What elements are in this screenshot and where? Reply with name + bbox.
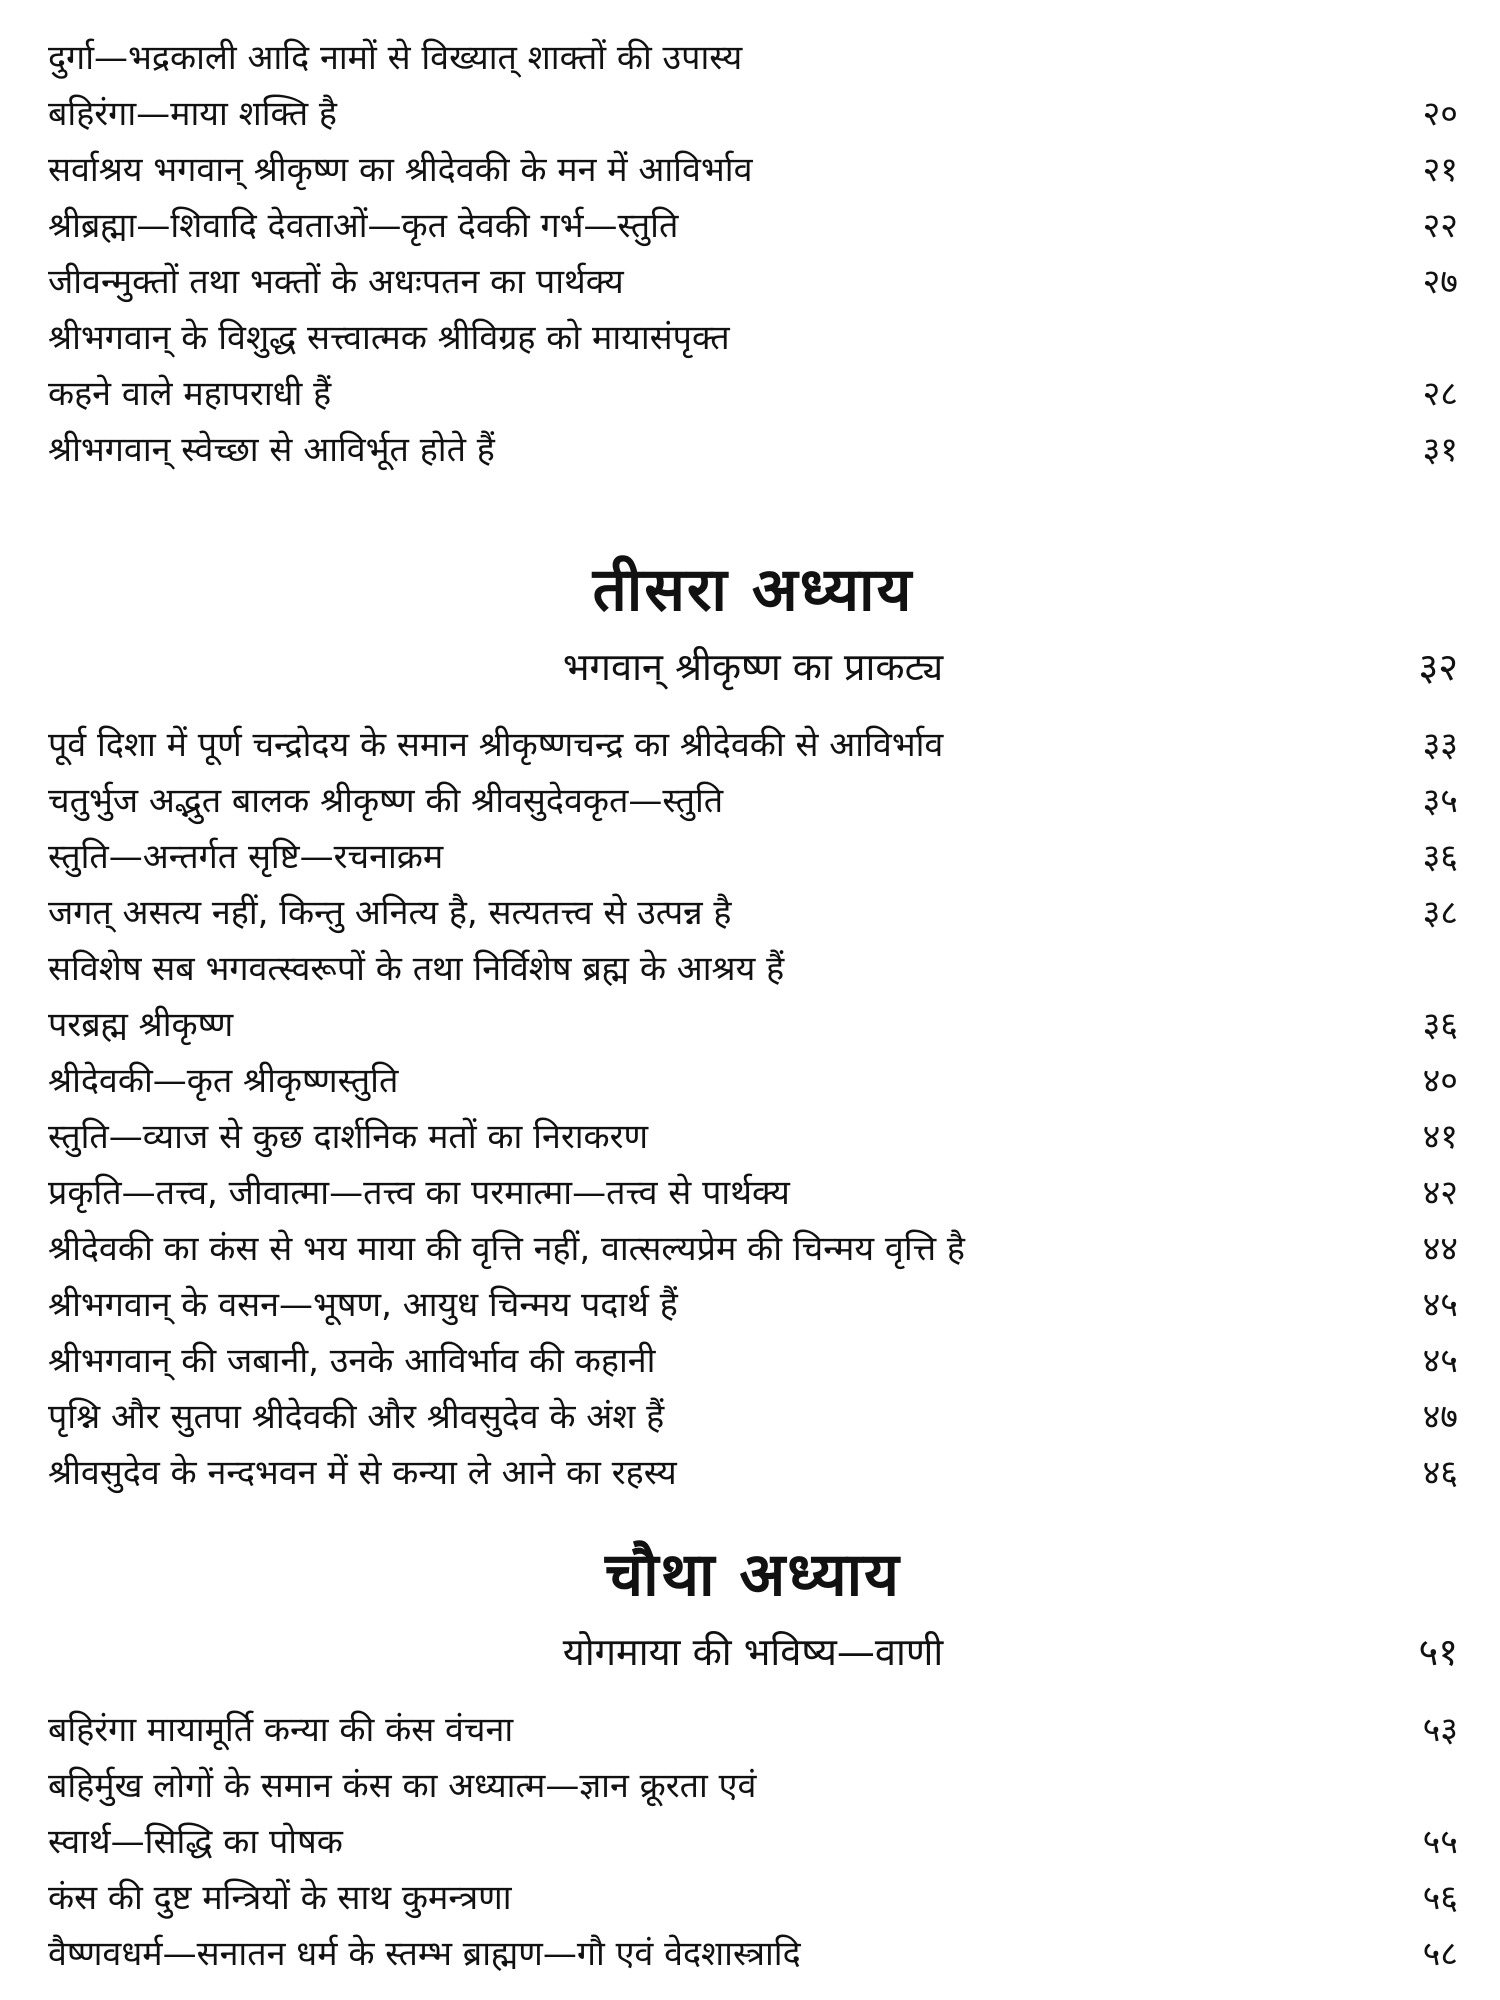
- entry-title: कंस की दुष्ट मन्त्रियों के साथ कुमन्त्रणा: [48, 1878, 512, 1918]
- entry-page: २२: [1422, 206, 1458, 246]
- entry-page: ३५: [1422, 781, 1458, 821]
- spacer: [48, 699, 1458, 717]
- entry-page: ३६: [1422, 1005, 1458, 1045]
- chapter-heading: तीसरा अध्याय: [592, 555, 914, 625]
- toc-entry: [48, 422, 1458, 478]
- toc-entry: [48, 829, 1458, 885]
- entry-title: बहिरंगा—माया शक्ति है: [48, 94, 337, 134]
- entry-title: कहने वाले महापराधी हैं: [48, 374, 332, 414]
- entry-page: ५८: [1422, 1934, 1458, 1974]
- toc-entry: [48, 997, 1458, 1053]
- toc-entry: [48, 773, 1458, 829]
- entry-title: जगत् असत्य नहीं, किन्तु अनित्य है, सत्यतत्त्व से उत्पन्न है: [48, 893, 732, 933]
- entry-page: ३८: [1422, 893, 1458, 933]
- entry-page: ४५: [1422, 1285, 1458, 1325]
- entry-page: २१: [1422, 150, 1458, 190]
- toc-entry: [48, 717, 1458, 773]
- toc-entry: [48, 1109, 1458, 1165]
- entry-title: बहिर्मुख लोगों के समान कंस का अध्यात्म—ज्ञान क्रूरता एवं: [48, 1766, 757, 1806]
- entry-title: सविशेष सब भगवत्स्वरूपों के तथा निर्विशेष ब्रह्म के आश्रय हैं: [48, 949, 785, 989]
- entry-page: २७: [1422, 262, 1458, 302]
- entry-title: श्रीदेवकी—कृत श्रीकृष्णस्तुति: [48, 1061, 399, 1101]
- chapter-subtitle-page: ३२: [1418, 645, 1458, 689]
- toc-entry: [48, 1053, 1458, 1109]
- entry-page: ३३: [1422, 725, 1458, 765]
- entry-page: ४०: [1422, 1061, 1458, 1101]
- toc-entry: [48, 1221, 1458, 1277]
- entry-title: वैष्णवधर्म—सनातन धर्म के स्तम्भ ब्राह्मण—गौ एवं वेदशास्त्रादि: [48, 1934, 801, 1974]
- toc-entry: [48, 1445, 1458, 1501]
- toc-entry: [48, 310, 1458, 366]
- entry-title: श्रीभगवान् के विशुद्ध सत्त्वात्मक श्रीविग्रह को मायासंपृक्त: [48, 318, 730, 358]
- entry-page: ५३: [1422, 1710, 1458, 1750]
- entry-page: ४७: [1422, 1397, 1458, 1437]
- entry-title: चतुर्भुज अद्भुत बालक श्रीकृष्ण की श्रीवसुदेवकृत—स्तुति: [48, 781, 724, 821]
- toc-entry: [48, 1814, 1458, 1870]
- toc-entry: [48, 142, 1458, 198]
- chapter-subtitle: भगवान् श्रीकृष्ण का प्राकट्य: [562, 645, 944, 689]
- chapter-subtitle-row: [48, 1620, 1458, 1684]
- toc-entry: [48, 30, 1458, 86]
- chapter-subtitle-page: ५१: [1418, 1630, 1458, 1674]
- entry-title: श्रीभगवान् की जबानी, उनके आविर्भाव की कहानी: [48, 1341, 656, 1381]
- toc-entry: [48, 1870, 1458, 1926]
- toc-entry: [48, 1277, 1458, 1333]
- entry-page: ४४: [1422, 1229, 1458, 1269]
- chapter-heading: चौथा अध्याय: [605, 1540, 901, 1610]
- entry-page: २०: [1422, 94, 1458, 134]
- toc-entry: [48, 254, 1458, 310]
- toc-entry: [48, 198, 1458, 254]
- entry-page: ३१: [1422, 430, 1458, 470]
- entry-page: ४६: [1422, 1453, 1458, 1493]
- toc-entry: [48, 1758, 1458, 1814]
- spacer: [48, 1684, 1458, 1702]
- toc-entry: [48, 941, 1458, 997]
- chapter-4-section: [48, 1530, 1458, 1982]
- entry-title: सर्वाश्रय भगवान् श्रीकृष्ण का श्रीदेवकी के मन में आविर्भाव: [48, 150, 753, 190]
- entry-page: ४२: [1422, 1173, 1458, 1213]
- toc-entry: [48, 366, 1458, 422]
- toc-entry: [48, 1333, 1458, 1389]
- entry-page: ५५: [1422, 1822, 1458, 1862]
- entry-page: ५६: [1422, 1878, 1458, 1918]
- entry-page: ४१: [1422, 1117, 1458, 1157]
- entry-title: स्तुति—व्याज से कुछ दार्शनिक मतों का निराकरण: [48, 1117, 649, 1157]
- entry-title: पृश्नि और सुतपा श्रीदेवकी और श्रीवसुदेव के अंश हैं: [48, 1397, 665, 1437]
- toc-entry: [48, 885, 1458, 941]
- entry-title: जीवन्मुक्तों तथा भक्तों के अधःपतन का पार्थक्य: [48, 262, 624, 302]
- entry-title: श्रीब्रह्मा—शिवादि देवताओं—कृत देवकी गर्भ—स्तुति: [48, 206, 679, 246]
- toc-entry: [48, 1165, 1458, 1221]
- entry-title: पूर्व दिशा में पूर्ण चन्द्रोदय के समान श्रीकृष्णचन्द्र का श्रीदेवकी से आविर्भाव: [48, 725, 944, 765]
- chapter-subtitle: योगमाया की भविष्य—वाणी: [562, 1630, 944, 1674]
- entry-title: परब्रह्म श्रीकृष्ण: [48, 1005, 234, 1045]
- chapter-subtitle-row: [48, 635, 1458, 699]
- entry-title: बहिरंगा मायामूर्ति कन्या की कंस वंचना: [48, 1710, 514, 1750]
- entry-title: श्रीदेवकी का कंस से भय माया की वृत्ति नहीं, वात्सल्यप्रेम की चिन्मय वृत्ति है: [48, 1229, 965, 1269]
- entry-title: श्रीवसुदेव के नन्दभवन में से कन्या ले आने का रहस्य: [48, 1453, 677, 1493]
- toc-continuation-list: [48, 30, 1458, 478]
- entry-page: ३६: [1422, 837, 1458, 877]
- toc-entry: [48, 1926, 1458, 1982]
- entry-page: ४५: [1422, 1341, 1458, 1381]
- toc-entry: [48, 86, 1458, 142]
- entry-title: प्रकृति—तत्त्व, जीवात्मा—तत्त्व का परमात्मा—तत्त्व से पार्थक्य: [48, 1173, 790, 1213]
- entry-page: २८: [1422, 374, 1458, 414]
- entry-title: श्रीभगवान् के वसन—भूषण, आयुध चिन्मय पदार्थ हैं: [48, 1285, 678, 1325]
- entry-title: स्तुति—अन्तर्गत सृष्टि—रचनाक्रम: [48, 837, 444, 877]
- entry-title: स्वार्थ—सिद्धि का पोषक: [48, 1822, 343, 1862]
- toc-entry: [48, 1702, 1458, 1758]
- chapter-3-section: [48, 545, 1458, 1501]
- entry-title: श्रीभगवान् स्वेच्छा से आविर्भूत होते हैं: [48, 430, 495, 470]
- entry-title: दुर्गा—भद्रकाली आदि नामों से विख्यात् शाक्तों की उपास्य: [48, 38, 743, 78]
- toc-entry: [48, 1389, 1458, 1445]
